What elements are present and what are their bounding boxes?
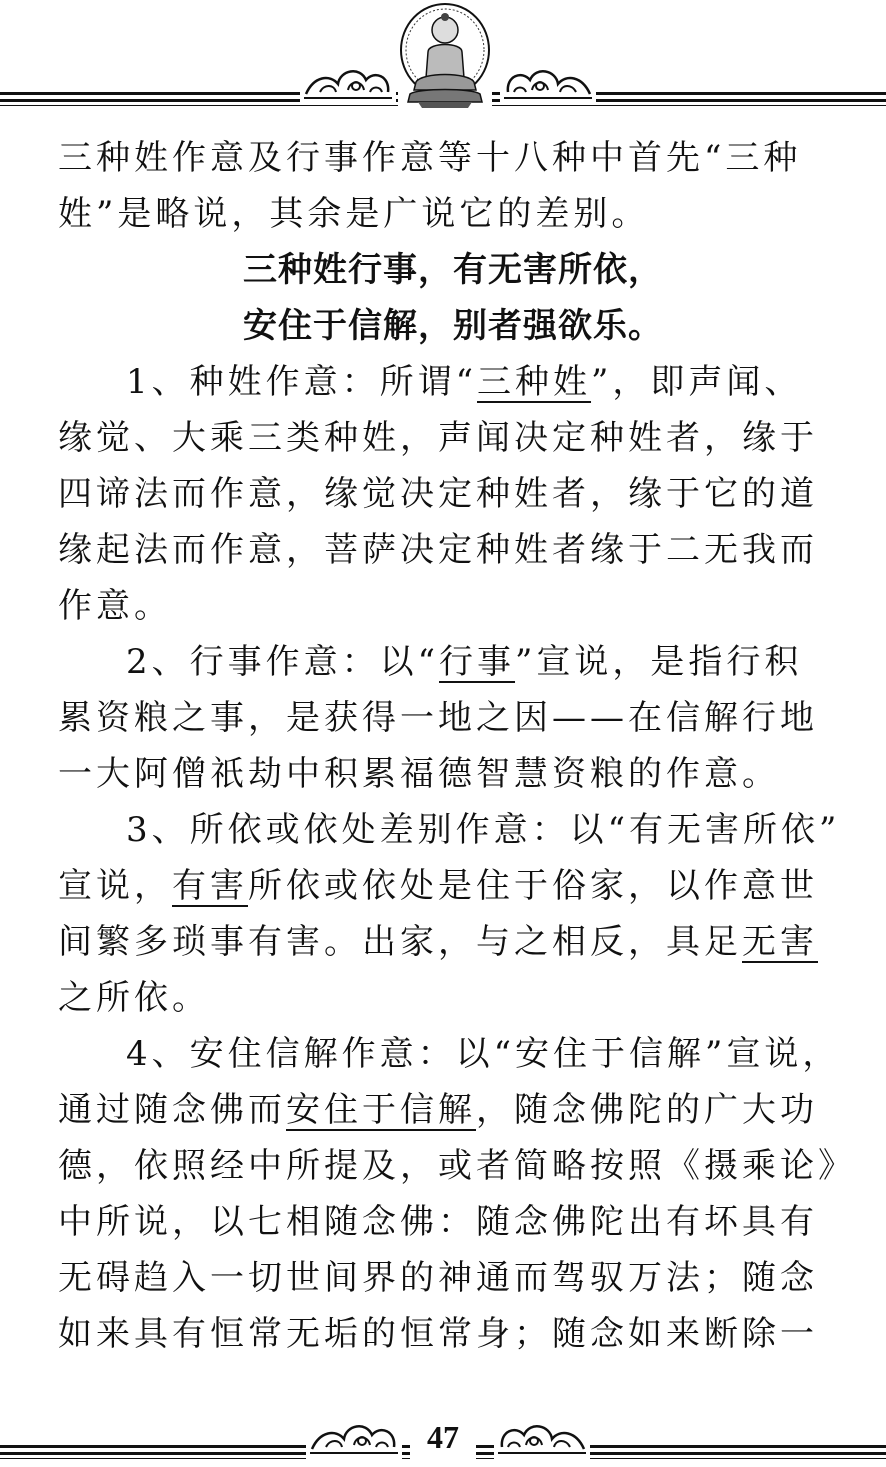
underlined-term: 无害: [742, 922, 818, 962]
text-line: 累资粮之事，是获得一地之因——在信解行地: [58, 698, 818, 738]
text-line: 作意。: [58, 586, 172, 626]
text-line: 间繁多琐事有害。出家，与之相反，具足无害: [58, 922, 818, 962]
underlined-term: 三种姓: [477, 362, 592, 402]
text-line: 德，依照经中所提及，或者简略按照《摄乘论》: [58, 1146, 856, 1186]
text-line: 之所依。: [58, 978, 210, 1018]
paragraph-start-line: 4、安住信解作意：以“安住于信解”宣说，: [126, 1034, 841, 1074]
text-line: 姓”是略说，其余是广说它的差别。: [58, 194, 650, 234]
text-line: 缘觉、大乘三类种姓，声闻决定种姓者，缘于: [58, 418, 818, 458]
text-line: 缘起法而作意，菩萨决定种姓者缘于二无我而: [58, 530, 818, 570]
underlined-term: 安住于信解: [286, 1090, 476, 1130]
underlined-term: 有害: [172, 866, 248, 906]
text-line: 一大阿僧祇劫中积累福德智慧资粮的作意。: [58, 754, 780, 794]
text-line: 通过随念佛而安住于信解，随念佛陀的广大功: [58, 1090, 818, 1130]
page-body: [58, 130, 856, 1362]
text-line: 无碍趋入一切世间界的神通而驾驭万法；随念: [58, 1258, 818, 1298]
underlined-term: 行事: [439, 642, 516, 682]
text-line: 三种姓作意及行事作意等十八种中首先“三种: [58, 138, 802, 178]
verse-line: 三种姓行事，有无害所依，: [243, 250, 663, 290]
text-line: 宣说，有害所依或依处是住于俗家，以作意世: [58, 866, 818, 906]
paragraph-start-line: 1、种姓作意：所谓“三种姓”，即声闻、: [126, 362, 803, 402]
text-line: 四谛法而作意，缘觉决定种姓者，缘于它的道: [58, 474, 818, 514]
cloud-ornament-right-icon: [494, 1417, 590, 1459]
paragraph-start-line: 3、所依或依处差别作意：以“有无害所依”: [126, 810, 841, 850]
cloud-ornament-left-icon: [300, 62, 396, 104]
text-line: 如来具有恒常无垢的恒常身；随念如来断除一: [58, 1314, 818, 1354]
text-line: 中所说，以七相随念佛：随念佛陀出有坏具有: [58, 1202, 818, 1242]
paragraph-start-line: 2、行事作意：以“行事”宣说，是指行积: [126, 642, 803, 682]
verse-line: 安住于信解，别者强欲乐。: [243, 306, 663, 346]
cloud-ornament-right-icon: [500, 62, 596, 104]
page-header: [0, 0, 886, 120]
buddha-emblem-icon: [398, 2, 492, 110]
page-footer: [0, 1405, 886, 1467]
page-number: 47: [427, 1419, 459, 1455]
